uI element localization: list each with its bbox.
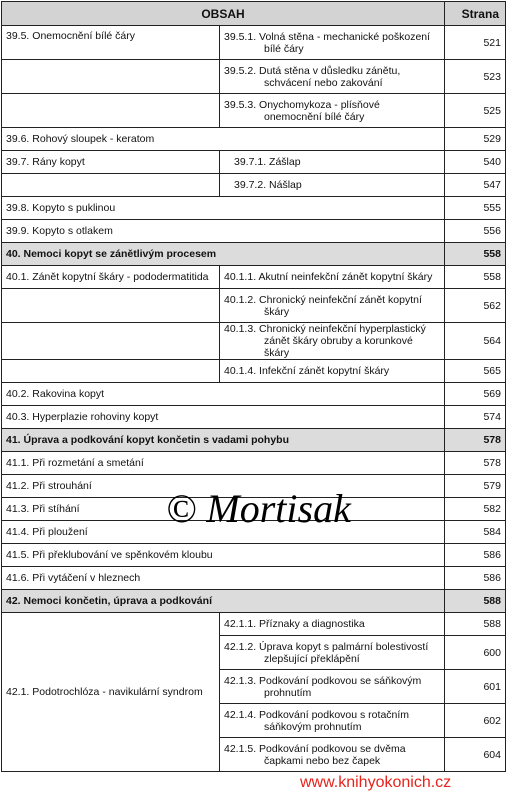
- section-title: 41.3. Při stíhání: [2, 498, 445, 521]
- subsection-title: 40.1.4. Infekční zánět kopytní škáry: [220, 360, 445, 383]
- table-row: [2, 94, 506, 128]
- table-row: [2, 360, 506, 383]
- chapter-title: 40. Nemoci kopyt se zánětlivým procesem: [2, 243, 445, 266]
- page-number: 521: [445, 26, 506, 60]
- copyright-watermark: © Mortisak: [166, 486, 351, 531]
- page-number: 556: [445, 220, 506, 243]
- page-number: 540: [445, 151, 506, 174]
- page-number: 602: [445, 704, 506, 738]
- empty-cell: [2, 174, 220, 197]
- table-row: [2, 406, 506, 429]
- page-number: 564: [445, 323, 506, 360]
- subsection-title: 40.1.2. Chronický neinfekční zánět kopytní škáry: [220, 289, 445, 323]
- page-number: 562: [445, 289, 506, 323]
- page-number: 604: [445, 738, 506, 772]
- website-link[interactable]: www.knihyokonich.cz: [300, 774, 452, 791]
- chapter-title: 42. Nemoci končetin, úprava a podkování: [2, 590, 445, 613]
- page-number: 558: [445, 243, 506, 266]
- section-title: 42.1. Podotrochlóza - navikulární syndrom: [2, 613, 220, 772]
- contents-heading: OBSAH: [2, 2, 445, 26]
- table-row: [2, 289, 506, 323]
- section-title: 39.6. Rohový sloupek - keratom: [2, 128, 445, 151]
- page-number: 582: [445, 498, 506, 521]
- table-row: [2, 128, 506, 151]
- table-row: [2, 567, 506, 590]
- section-title: 39.5. Onemocnění bílé čáry: [2, 26, 220, 60]
- section-title: 39.8. Kopyto s puklinou: [2, 197, 445, 220]
- page-number: 586: [445, 544, 506, 567]
- subsection-title: 40.1.3. Chronický neinfekční hyperplastický zánět škáry obruby a korunkové škáry: [220, 323, 445, 360]
- subsection-title: 40.1.1. Akutní neinfekční zánět kopytní škáry: [220, 266, 445, 289]
- table-row: [2, 220, 506, 243]
- section-title: 41.6. Při vytáčení v hleznech: [2, 567, 445, 590]
- table-row: [2, 323, 506, 360]
- page-number: 588: [445, 590, 506, 613]
- page-heading: Strana: [445, 2, 506, 26]
- subsection-title: 39.7.2. Nášlap: [220, 174, 445, 197]
- table-header: [2, 2, 506, 26]
- subsection-title: 39.7.1. Zášlap: [220, 151, 445, 174]
- page-number: 578: [445, 429, 506, 452]
- section-title: 39.9. Kopyto s otlakem: [2, 220, 445, 243]
- table-row: [2, 266, 506, 289]
- page-number: 579: [445, 475, 506, 498]
- table-row: [2, 26, 506, 60]
- table-of-contents: [1, 1, 506, 772]
- chapter-row: [2, 429, 506, 452]
- empty-cell: [2, 60, 220, 94]
- page-number: 525: [445, 94, 506, 128]
- page-number: 547: [445, 174, 506, 197]
- subsection-title: 39.5.3. Onychomykoza - plísňové onemocnění bílé čáry: [220, 94, 445, 128]
- page-number: 584: [445, 521, 506, 544]
- subsection-title: 42.1.4. Podkování podkovou s rotačním sáňkovým prohnutím: [220, 704, 445, 738]
- page-number: 529: [445, 128, 506, 151]
- table-row: [2, 383, 506, 406]
- page-number: 569: [445, 383, 506, 406]
- chapter-row: [2, 243, 506, 266]
- section-title: 41.2. Při strouhání: [2, 475, 445, 498]
- page-number: 578: [445, 452, 506, 475]
- subsection-title: 42.1.5. Podkování podkovou se dvěma čapkami nebo bez čapek: [220, 738, 445, 772]
- subsection-title: 42.1.2. Úprava kopyt s palmární bolestivostí zlepšující překlápění: [220, 636, 445, 670]
- page-number: 555: [445, 197, 506, 220]
- section-title: 41.4. Při ploužení: [2, 521, 445, 544]
- empty-cell: [2, 360, 220, 383]
- section-title: 39.7. Rány kopyt: [2, 151, 220, 174]
- page-number: 565: [445, 360, 506, 383]
- chapter-title: 41. Úprava a podkování kopyt končetin s vadami pohybu: [2, 429, 445, 452]
- table-row: [2, 174, 506, 197]
- subsection-title: 39.5.1. Volná stěna - mechanické poškození bílé čáry: [220, 26, 445, 60]
- section-title: 41.1. Při rozmetání a smetání: [2, 452, 445, 475]
- table-row: [2, 60, 506, 94]
- table-row: [2, 544, 506, 567]
- page-number: 586: [445, 567, 506, 590]
- page-number: 601: [445, 670, 506, 704]
- page-number: 574: [445, 406, 506, 429]
- empty-cell: [2, 323, 220, 360]
- section-title: 40.3. Hyperplazie rohoviny kopyt: [2, 406, 445, 429]
- page-number: 600: [445, 636, 506, 670]
- section-title: 40.1. Zánět kopytní škáry - pododermatitida: [2, 266, 220, 289]
- section-title: 41.5. Při překlubování ve spěnkovém kloubu: [2, 544, 445, 567]
- table-row: [2, 452, 506, 475]
- page-number: 523: [445, 60, 506, 94]
- chapter-row: [2, 590, 506, 613]
- page-number: 588: [445, 613, 506, 636]
- section-title: 40.2. Rakovina kopyt: [2, 383, 445, 406]
- empty-cell: [2, 289, 220, 323]
- subsection-title: 39.5.2. Dutá stěna v důsledku zánětu, schvácení nebo zakování: [220, 60, 445, 94]
- table-row: [2, 197, 506, 220]
- subsection-title: 42.1.1. Příznaky a diagnostika: [220, 613, 445, 636]
- subsection-title: 42.1.3. Podkování podkovou se sáňkovým prohnutím: [220, 670, 445, 704]
- table-row: [2, 151, 506, 174]
- page-number: 558: [445, 266, 506, 289]
- empty-cell: [2, 94, 220, 128]
- table-row: [2, 613, 506, 636]
